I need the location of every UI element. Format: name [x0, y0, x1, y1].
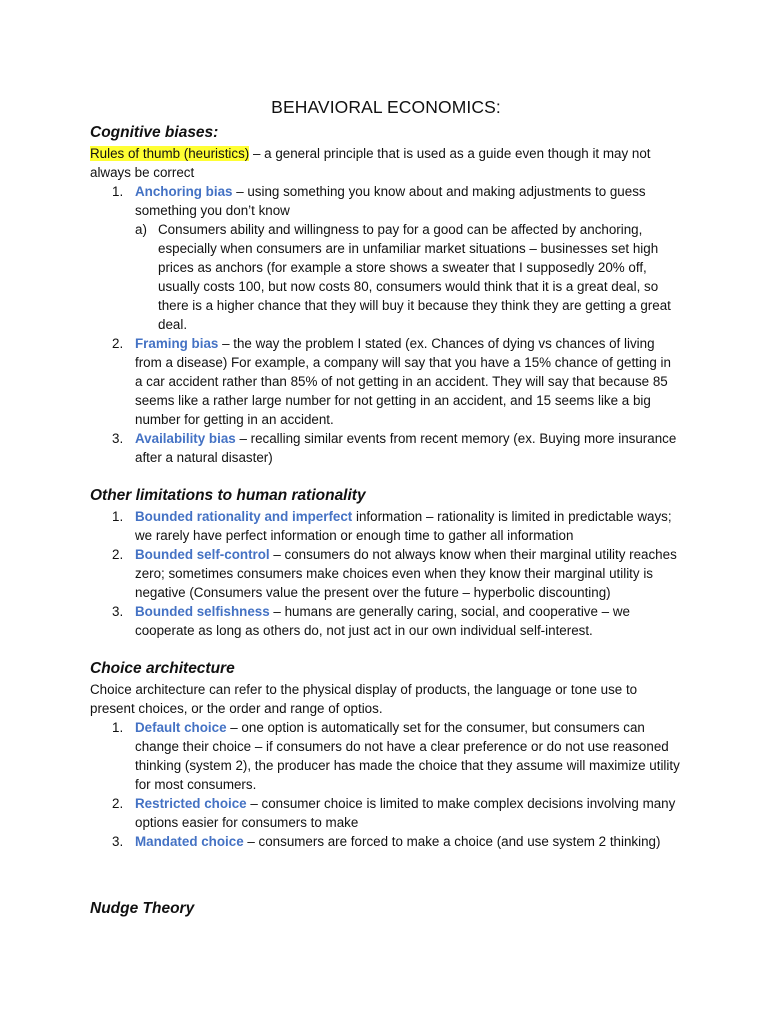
term-anchoring-bias: Anchoring bias: [135, 184, 233, 199]
definition-anchoring-bias: – using something you know about and making adjustments to guess something you don’t know: [135, 184, 646, 218]
section-spacer: [90, 851, 682, 899]
page-title: BEHAVIORAL ECONOMICS:: [271, 97, 501, 117]
list-number: 3.: [112, 431, 124, 446]
list-item-availability-bias: [90, 429, 682, 467]
heading-other-limitations: Other limitations to human rationality: [90, 487, 366, 504]
list-number: 2.: [112, 796, 124, 811]
list-number: 2.: [112, 547, 124, 562]
term-default-choice: Default choice: [135, 720, 227, 735]
term-bounded-self-control: Bounded self-control: [135, 547, 270, 562]
definition-restricted-choice: – consumer choice is limited to make complex decisions involving many options easier for consumers to make: [135, 796, 676, 830]
sub-item-anchoring-example: [135, 220, 682, 334]
list-number: 1.: [112, 184, 124, 199]
term-restricted-choice: Restricted choice: [135, 796, 247, 811]
definition-default-choice: – one option is automatically set for the consumer, but consumers can change their choice – if consumers do not have a clear preference or do not use reasoned thinking (system 2), the producer has made the choice that they assume will maximize utility for most consumers.: [135, 720, 680, 792]
definition-availability-bias: – recalling similar events from recent memory (ex. Buying more insurance after a natural disaster): [135, 431, 677, 465]
definition-bounded-selfishness: – humans are generally caring, social, and cooperative – we cooperate as long as others do, not just act in our own individual self-interest.: [135, 604, 630, 638]
term-availability-bias: Availability bias: [135, 431, 236, 446]
anchoring-example-text: Consumers ability and willingness to pay for a good can be affected by anchoring, especially when consumers are in unfamiliar market situations – businesses set high prices as anchors (for example a store shows a sweater that I supposedly 20% off, usually costs 100, but now costs 80, consumers would think that it is a great deal, so there is a higher chance that they will buy it because they think they are getting a great deal.: [158, 222, 671, 332]
definition-framing-bias: – the way the problem I stated (ex. Chances of dying vs chances of living from a disease) For example, a company will say that you have a 15% chance of getting in a car accident rather than 85% of not getting in an accident. They will say that because 85 seems like a rather large number for not getting in an accident, and 15 seems like a big number for getting in an accident.: [135, 336, 671, 427]
definition-mandated-choice: – consumers are forced to make a choice (and use system 2 thinking): [243, 834, 661, 849]
list-number: 1.: [112, 509, 124, 524]
definition-bounded-self-control: – consumers do not always know when their marginal utility reaches zero; sometimes consumers make choices even when they know their marginal utility is negative (Consumers value the present over the future – hyperbolic discounting): [135, 547, 677, 600]
heading-cognitive-biases: Cognitive biases:: [90, 124, 219, 141]
limitations-list: [90, 507, 682, 640]
list-item-anchoring-bias: [90, 182, 682, 334]
list-number: 3.: [112, 834, 124, 849]
list-item-bounded-self-control: [90, 545, 682, 602]
heuristics-definition: – a general principle that is used as a guide even though it may not always be correct: [90, 146, 651, 180]
section-spacer: [90, 640, 682, 659]
highlighted-term-heuristics: Rules of thumb (heuristics): [90, 146, 250, 161]
anchoring-sub-list: [135, 220, 682, 334]
term-bounded-selfishness: Bounded selfishness: [135, 604, 270, 619]
term-mandated-choice: Mandated choice: [135, 834, 244, 849]
list-number: 3.: [112, 604, 124, 619]
sub-list-letter: a): [135, 222, 147, 237]
cognitive-biases-list: [90, 182, 682, 467]
list-item-bounded-rationality: [90, 507, 682, 545]
choice-architecture-list: [90, 718, 682, 851]
list-item-default-choice: [90, 718, 682, 794]
document-body: [90, 95, 682, 920]
term-bounded-rationality: Bounded rationality and imperfect: [135, 509, 353, 524]
heading-nudge-theory: Nudge Theory: [90, 900, 195, 917]
heuristics-intro: [90, 144, 682, 182]
list-item-bounded-selfishness: [90, 602, 682, 640]
term-framing-bias: Framing bias: [135, 336, 219, 351]
list-number: 2.: [112, 336, 124, 351]
list-item-restricted-choice: [90, 794, 682, 832]
choice-architecture-intro: Choice architecture can refer to the physical display of products, the language or tone use to present choices, or the order and range of optios.: [90, 682, 638, 716]
heading-choice-architecture: Choice architecture: [90, 660, 235, 677]
list-item-mandated-choice: [90, 832, 682, 851]
list-number: 1.: [112, 720, 124, 735]
list-item-framing-bias: [90, 334, 682, 429]
definition-bounded-rationality: information – rationality is limited in predictable ways; we rarely have perfect information or enough time to gather all information: [135, 509, 672, 543]
section-spacer: [90, 467, 682, 486]
